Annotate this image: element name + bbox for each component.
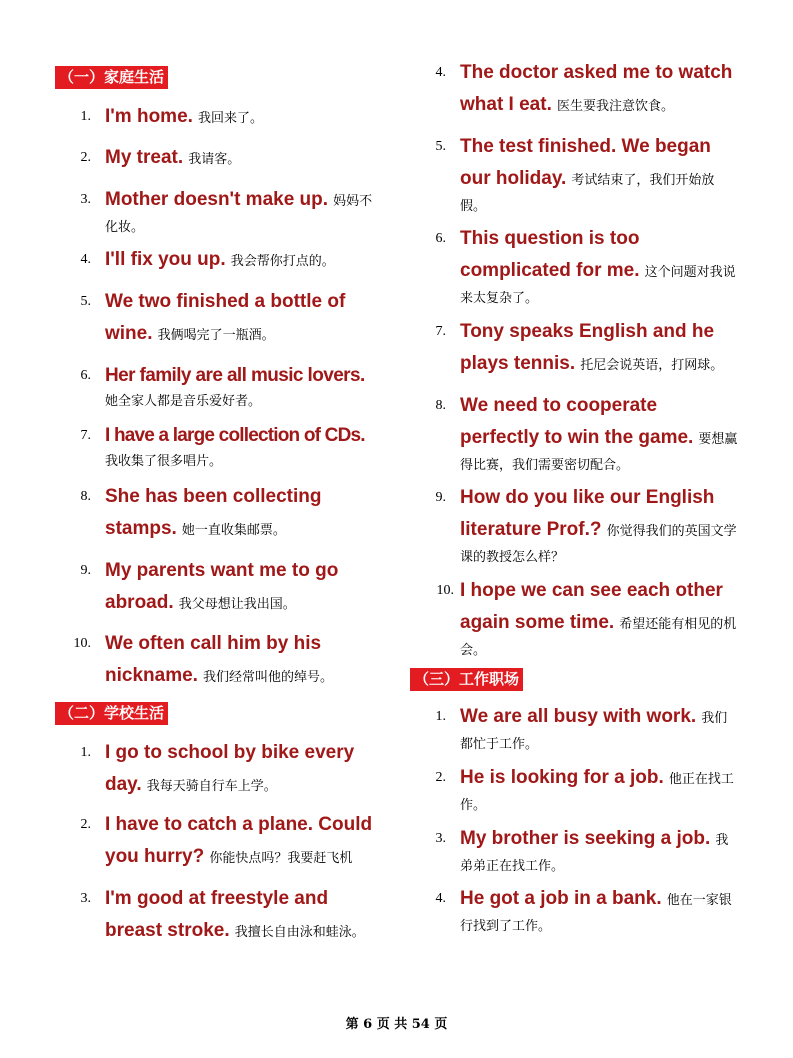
chinese-translation: 我收集了很多唱片。 bbox=[105, 454, 223, 469]
item-number: 4. bbox=[80, 252, 91, 267]
list-item: 1. We are all busy with work. 我们都忙于工作。 bbox=[410, 701, 740, 753]
item-number: 1. bbox=[80, 745, 91, 760]
chinese-translation: 医生要我注意饮食。 bbox=[556, 99, 674, 114]
item-number: 4. bbox=[435, 65, 446, 80]
english-sentence: Mother doesn't make up bbox=[105, 189, 323, 210]
list-item: 3. I'm good at freestyle and breast stroke. 我擅长自由泳和蛙泳。 bbox=[55, 883, 385, 947]
english-sentence: Tony speaks English and he plays tennis bbox=[460, 321, 715, 374]
english-sentence: We two finished a bottle of wine bbox=[105, 291, 346, 344]
list-item: 2. My treat. 我请客。 bbox=[55, 142, 385, 174]
chinese-translation: 我会帮你打点的。 bbox=[230, 254, 335, 269]
chinese-translation: 她全家人都是音乐爱好者。 bbox=[105, 394, 262, 409]
list-item: 6. This question is too complicated for me. 这个问题对我说来太复杂了。 bbox=[410, 223, 740, 307]
english-sentence: He got a job in a bank bbox=[460, 888, 657, 909]
english-sentence: She has been collecting stamps bbox=[105, 486, 322, 539]
chinese-translation: 我擅长自由泳和蛙泳。 bbox=[234, 925, 365, 940]
chinese-translation: 我弟弟正在找工作。 bbox=[460, 833, 729, 874]
item-number: 3. bbox=[80, 891, 91, 906]
item-number: 6. bbox=[80, 368, 91, 383]
item-number: 2. bbox=[80, 817, 91, 832]
list-item: 3. My brother is seeking a job. 我弟弟正在找工作。 bbox=[410, 823, 740, 875]
english-sentence: We need to cooperate perfectly to win the game bbox=[460, 395, 689, 448]
english-sentence: How do you like our English literature Prof.? bbox=[460, 487, 715, 540]
list-item: 5. We two finished a bottle of wine. 我俩喝完了一瓶酒。 bbox=[55, 286, 385, 350]
section-header-school: （二）学校生活 bbox=[55, 702, 168, 725]
list-item: 9. My parents want me to go abroad. 我父母想让我出国。 bbox=[55, 555, 385, 619]
english-sentence: The doctor asked me to watch what I eat bbox=[460, 62, 733, 115]
list-item: 1. I'm home. 我回来了。 bbox=[55, 101, 385, 133]
english-sentence: I hope we can see each other again some time bbox=[460, 580, 723, 633]
english-sentence: I go to school by bike every day bbox=[105, 742, 355, 795]
item-number: 8. bbox=[80, 489, 91, 504]
english-sentence: Her family are all music lovers bbox=[105, 365, 360, 386]
item-number: 6. bbox=[435, 231, 446, 246]
item-number: 3. bbox=[435, 831, 446, 846]
item-number: 9. bbox=[80, 563, 91, 578]
chinese-translation: 希望还能有相见的机会。 bbox=[460, 617, 737, 658]
list-item: 4. I'll fix you up. 我会帮你打点的。 bbox=[55, 244, 385, 276]
english-sentence: My parents want me to go abroad bbox=[105, 560, 339, 613]
item-number: 3. bbox=[80, 192, 91, 207]
list-item: 7. Tony speaks English and he plays tennis. 托尼会说英语，打网球。 bbox=[410, 316, 740, 380]
chinese-translation: 托尼会说英语，打网球。 bbox=[580, 358, 724, 373]
page-footer: 第 6 页 共 54 页 bbox=[345, 1017, 448, 1032]
item-number: 10. bbox=[436, 583, 454, 598]
chinese-translation: 你能快点吗？我要赶飞机 bbox=[209, 851, 353, 866]
item-number: 10. bbox=[73, 636, 91, 651]
list-item: 8. We need to cooperate perfectly to win the game. 要想赢得比赛，我们需要密切配合。 bbox=[410, 390, 740, 474]
chinese-translation: 她一直收集邮票。 bbox=[181, 523, 286, 538]
english-sentence: He is looking for a job bbox=[460, 767, 659, 788]
item-number: 1. bbox=[80, 109, 91, 124]
english-sentence: My treat bbox=[105, 147, 178, 168]
chinese-translation: 我每天骑自行车上学。 bbox=[146, 779, 277, 794]
item-number: 8. bbox=[435, 398, 446, 413]
english-sentence: We are all busy with work bbox=[460, 706, 691, 727]
item-number: 5. bbox=[80, 294, 91, 309]
english-sentence: I'm good at freestyle and breast stroke bbox=[105, 888, 329, 941]
item-number: 1. bbox=[435, 709, 446, 724]
chinese-translation: 妈妈不化妆。 bbox=[105, 194, 373, 235]
list-item: 2. He is looking for a job. 他正在找工作。 bbox=[410, 762, 740, 814]
list-item: 2. I have to catch a plane. Could you hurry? 你能快点吗？我要赶飞机 bbox=[55, 809, 385, 873]
chinese-translation: 我们经常叫他的绰号。 bbox=[203, 670, 334, 685]
item-number: 4. bbox=[435, 891, 446, 906]
chinese-translation: 我回来了。 bbox=[198, 111, 264, 126]
chinese-translation: 考试结束了，我们开始放假。 bbox=[460, 173, 715, 214]
english-sentence: The test finished. We began our holiday bbox=[460, 136, 711, 189]
english-sentence: I'm home bbox=[105, 106, 188, 127]
list-item: 3. Mother doesn't make up. 妈妈不化妆。 bbox=[55, 184, 385, 234]
list-item: 4. The doctor asked me to watch what I eat. 医生要我注意饮食。 bbox=[410, 57, 740, 121]
item-number: 7. bbox=[435, 324, 446, 339]
chinese-translation: 我父母想让我出国。 bbox=[178, 597, 296, 612]
english-sentence: I have to catch a plane. Could you hurry bbox=[105, 814, 373, 867]
english-sentence: I have a large collection of CDs bbox=[105, 425, 361, 446]
english-sentence: My brother is seeking a job bbox=[460, 828, 705, 849]
chinese-translation: 他正在找工作。 bbox=[460, 772, 734, 813]
item-number: 2. bbox=[80, 150, 91, 165]
section-header-work: （三）工作职场 bbox=[410, 668, 523, 691]
list-item: 5. The test finished. We began our holiday. 考试结束了，我们开始放假。 bbox=[410, 131, 740, 215]
item-number: 5. bbox=[435, 139, 446, 154]
item-number: 7. bbox=[80, 428, 91, 443]
chinese-translation: 我俩喝完了一瓶酒。 bbox=[157, 328, 275, 343]
chinese-translation: 他在一家银行找到了工作。 bbox=[460, 893, 732, 934]
chinese-translation: 这个问题对我说来太复杂了。 bbox=[460, 265, 736, 306]
chinese-translation: 我请客。 bbox=[188, 152, 241, 167]
list-item: 10. I hope we can see each other again some time. 希望还能有相见的机会。 bbox=[410, 575, 740, 659]
list-item: 6. Her family are all music lovers. 她全家人都是音乐爱好者。 bbox=[55, 360, 385, 412]
chinese-translation: 要想赢得比赛，我们需要密切配合。 bbox=[460, 432, 738, 473]
list-item bbox=[410, 482, 740, 566]
item-number: 9. bbox=[435, 490, 446, 505]
chinese-translation: 我们都忙于工作。 bbox=[460, 711, 728, 752]
english-sentence: I'll fix you up bbox=[105, 249, 221, 270]
english-sentence: We often call him by his nickname bbox=[105, 633, 322, 686]
section-header-family: （一）家庭生活 bbox=[55, 66, 168, 89]
list-item: 7. I have a large collection of CDs. 我收集了很多唱片。 bbox=[55, 420, 385, 472]
list-item: 10. We often call him by his nickname. 我们经常叫他的绰号。 bbox=[55, 628, 385, 692]
chinese-translation: 你觉得我们的英国文学课的教授怎么样？ bbox=[460, 524, 737, 565]
list-item: 1. I go to school by bike every day. 我每天骑自行车上学。 bbox=[55, 737, 385, 801]
item-number: 2. bbox=[435, 770, 446, 785]
list-item: 8. She has been collecting stamps. 她一直收集邮票。 bbox=[55, 481, 385, 545]
list-item: 4. He got a job in a bank. 他在一家银行找到了工作。 bbox=[410, 883, 740, 935]
english-sentence: This question is too complicated for me bbox=[460, 228, 640, 281]
